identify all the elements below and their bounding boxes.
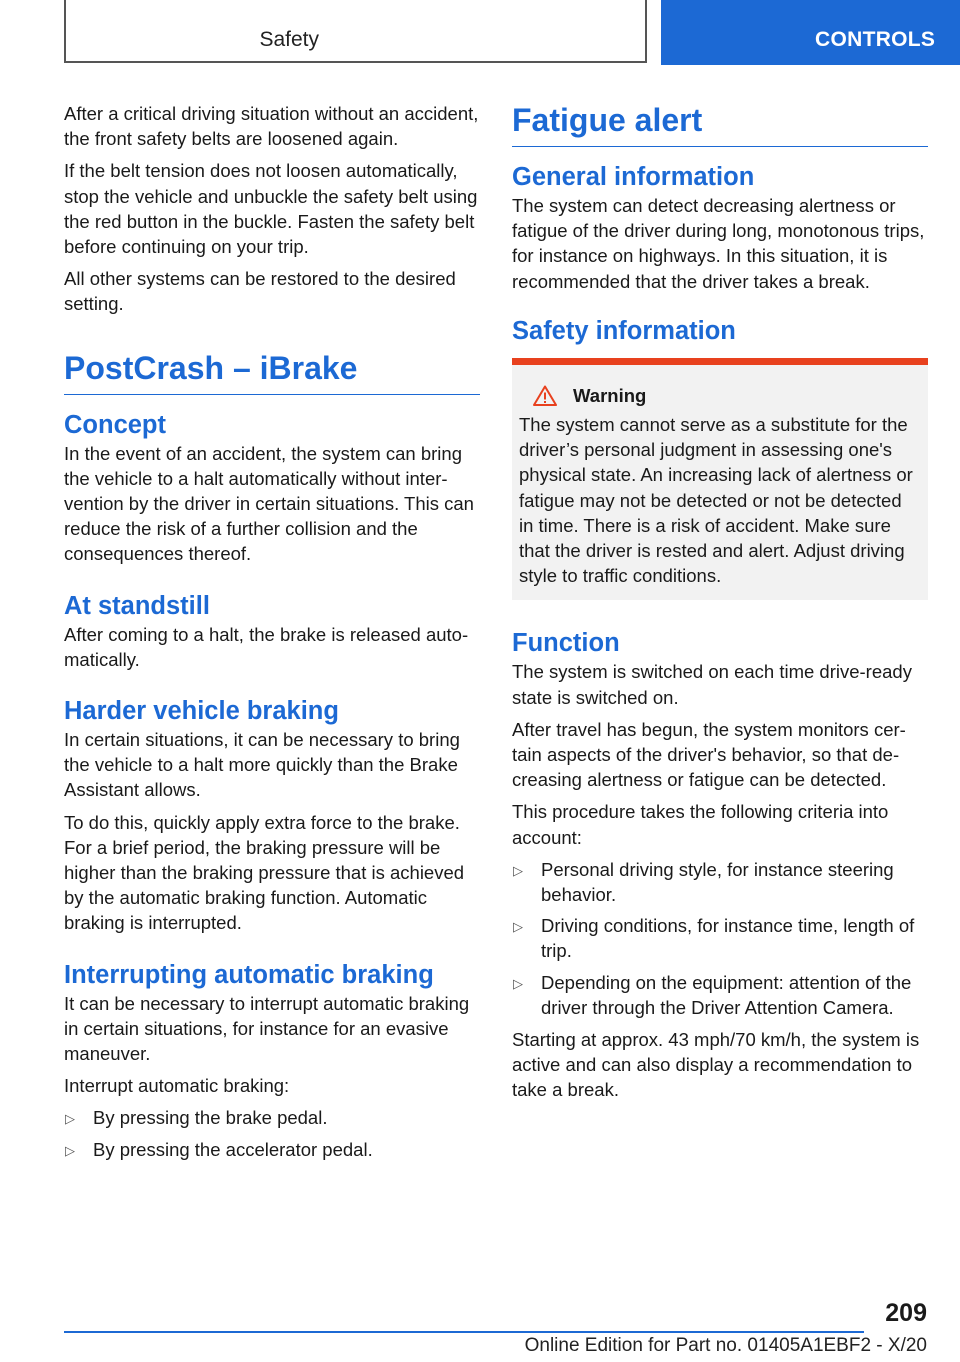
warning-triangle-icon bbox=[533, 385, 557, 406]
interrupt-text: Interrupt automatic braking: bbox=[64, 1075, 290, 1097]
page-number: 209 bbox=[885, 1299, 927, 1327]
harder-braking-text: In certain situations, it can be necessary to bring the vehicle to a halt more quickly than the Brake Assistant allows. bbox=[64, 729, 460, 801]
header-chapter-tab[interactable]: CONTROLS bbox=[661, 0, 960, 65]
section-title-postcrash: PostCrash – iBrake bbox=[64, 349, 480, 395]
function-text: This procedure takes the following criteria into account: bbox=[512, 801, 889, 848]
bullet-triangle-icon: ▷ bbox=[513, 862, 523, 878]
bullet-triangle-icon: ▷ bbox=[65, 1142, 75, 1158]
list-item: ▷ Depending on the equipment: attention of the driver through the Driver Attention Camera. bbox=[513, 971, 912, 1018]
bullet-triangle-icon: ▷ bbox=[513, 975, 523, 991]
warning-title bbox=[519, 383, 920, 408]
list-item: ▷ Personal driving style, for instance steering behavior. bbox=[513, 858, 894, 906]
standstill-text: After coming to a halt, the brake is released automatically. bbox=[64, 623, 469, 670]
heading-harder-braking: Harder vehicle braking bbox=[64, 697, 339, 726]
warning-label: Warning bbox=[573, 384, 647, 406]
heading-function: Function bbox=[512, 629, 620, 658]
warning-text: The system cannot serve as a substitute for the driver’s personal judgment in assessing one's physical state. An increasing lack of alertness or fatigue may not be detected or not be detected in time. There is a risk of accident. Make sure that the driver is rested and alert. Adjust driving style to traffic conditions. bbox=[519, 414, 913, 587]
heading-safety-information: Safety information bbox=[512, 316, 736, 345]
function-text: After travel has begun, the system monitors certain aspects of the driver's behavior, so that decreasing alertness or fatigue can be detected. bbox=[512, 718, 906, 791]
heading-general-information: General information bbox=[512, 163, 755, 191]
list-item: ▷ By pressing the accelerator pedal. bbox=[64, 1137, 480, 1162]
interrupt-text: It can be necessary to interrupt automatic braking in certain situations, for instance for an evasive maneuver. bbox=[64, 992, 470, 1065]
interrupt-list bbox=[64, 1105, 480, 1161]
function-text: Starting at approx. 43 mph/70 km/h, the system is active and can also display a recommendation to take a break. bbox=[512, 1029, 920, 1101]
bullet-triangle-icon: ▷ bbox=[65, 1111, 75, 1127]
footer-edition: Online Edition for Part no. 01405A1EBF2 - X/20 bbox=[524, 1335, 927, 1356]
intro-paragraph: After a critical driving situation without an accident, the front safety belts are loosened again. bbox=[64, 103, 479, 150]
harder-braking-text: To do this, quickly apply extra force to the brake. For a brief period, the braking pressure will be higher than the braking pressure that is achieved by the automatic braking function. Automatic braking is interrupted. bbox=[64, 811, 465, 934]
list-item: ▷ By pressing the brake pedal. bbox=[64, 1105, 480, 1130]
heading-interrupting-braking: Interrupting automatic braking bbox=[64, 960, 434, 989]
section-title-fatigue-alert: Fatigue alert bbox=[512, 101, 928, 147]
criteria-list bbox=[512, 857, 928, 1020]
general-text: The system can detect decreasing alertness or fatigue of the driver during long, monotonous trips, for instance on highways. In this situation, it is recommended that the driver takes a break. bbox=[512, 195, 925, 292]
heading-at-standstill: At standstill bbox=[64, 591, 210, 620]
warning-box bbox=[512, 358, 928, 601]
footer-divider bbox=[64, 1331, 864, 1333]
left-column bbox=[64, 101, 480, 1169]
header-frame bbox=[64, 0, 647, 63]
bullet-triangle-icon: ▷ bbox=[513, 919, 523, 935]
heading-concept: Concept bbox=[64, 410, 166, 439]
header-section-label: Safety bbox=[259, 28, 319, 51]
concept-text: In the event of an accident, the system can bring the vehicle to a halt automatically without intervention by the driver in certain situations. This can reduce the risk of a further collision and the consequences thereof. bbox=[64, 442, 474, 565]
intro-paragraph: If the belt tension does not loosen automatically, stop the vehicle and unbuckle the safety belt using the red button in the buckle. Fasten the safety belt before continuing on your trip. bbox=[64, 160, 478, 258]
list-item: ▷ Driving conditions, for instance time, length of trip. bbox=[513, 915, 915, 962]
right-column bbox=[512, 101, 928, 1110]
function-text: The system is switched on each time drive-ready state is switched on. bbox=[512, 661, 912, 708]
intro-paragraph: All other systems can be restored to the desired setting. bbox=[64, 268, 456, 315]
